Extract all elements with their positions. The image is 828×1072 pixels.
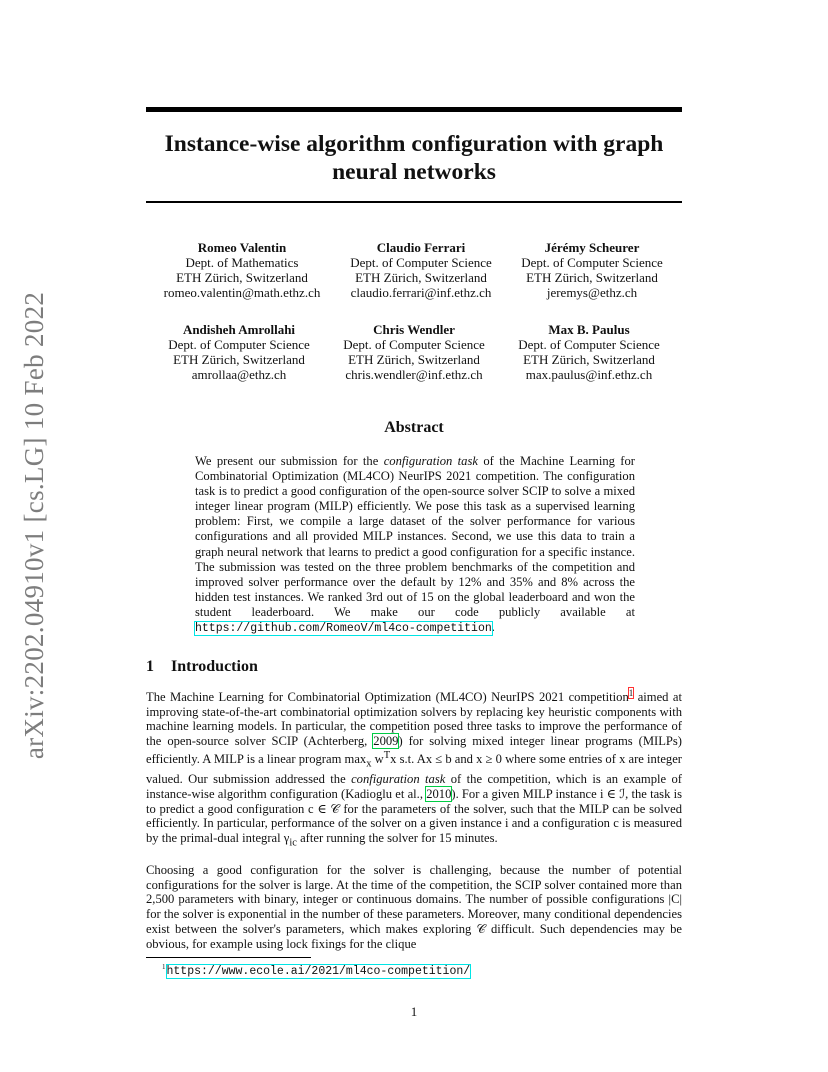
author-email[interactable]: chris.wendler@inf.ethz.ch: [345, 367, 483, 382]
author-email[interactable]: max.paulus@inf.ethz.ch: [525, 367, 653, 382]
author-affiliation: ETH Zürich, Switzerland: [526, 270, 658, 285]
author-affiliation: ETH Zürich, Switzerland: [173, 352, 305, 367]
title-bottom-rule: [146, 201, 682, 203]
intro-text: ). For a given MILP instance i ∈ ℐ, the task is to predict a good configuration c ∈ 𝒞 for the parameters of the solver, such that the MILP can be solved efficiently. In particular, performance of the solver on a given instance i and a configuration c is measured by the primal-dual integral γ: [146, 786, 682, 846]
author-block: [314, 322, 514, 382]
footnote-number: 1: [162, 963, 166, 971]
footnote-marker[interactable]: 1: [628, 687, 634, 698]
abstract-end: .: [491, 620, 495, 635]
intro-text: aimed at improving state-of-the-art combinatorial optimization solvers by replacing key heuristic components with machine learning models. In particular, the competition posed three tasks to improve the performance of the open-source solver SCIP (Achterberg,: [146, 690, 682, 749]
abstract-text-part: We present our submission for the: [195, 454, 384, 468]
arxiv-side-stamp: [18, 290, 52, 760]
abstract-heading: Abstract: [384, 419, 444, 436]
author-name: Romeo Valentin: [197, 240, 287, 255]
author-name: Jérémy Scheurer: [544, 240, 640, 255]
author-dept: Dept. of Computer Science: [350, 255, 492, 270]
math-subscript: ic: [289, 837, 297, 849]
author-email[interactable]: romeo.valentin@math.ethz.ch: [163, 285, 321, 300]
footnote-link[interactable]: https://www.ecole.ai/2021/ml4co-competition/: [166, 964, 471, 978]
abstract-text: [195, 454, 635, 636]
author-dept: Dept. of Computer Science: [518, 337, 660, 352]
author-block: [142, 240, 342, 300]
author-block: [489, 322, 689, 382]
author-name: Chris Wendler: [373, 322, 455, 337]
author-dept: Dept. of Computer Science: [521, 255, 663, 270]
intro-text: x s.t. Ax ≤ b and x ≥ 0 where some entries of x are integer valued. Our submission addressed the: [146, 752, 682, 787]
author-affiliation: ETH Zürich, Switzerland: [355, 270, 487, 285]
math-superscript: T: [383, 749, 391, 761]
intro-text: after running the solver for 15 minutes.: [296, 831, 498, 846]
abstract-text-part: of the Machine Learning for Combinatorial Optimization (ML4CO) NeurIPS 2021 competition. The configuration task is to predict a good configuration of the open-source solver SCIP to solve a mixed integer linear program (MILP) efficiently. We pose this task as a supervised learning problem: First, we compile a large dataset of the solver performance for various configurations and all provided MILP instances. Second, we use this data to train a graph neural network that learns to predict a good configuration for a specific instance. The submission was tested on the three problem benchmarks of the competition and improved solver performance over the default by 12% and 35% and 8% across the hidden test instances. We ranked 3rd out of 15 on the global leaderboard and won the student leaderboard. We make our code publicly available at: [195, 454, 635, 619]
author-email[interactable]: claudio.ferrari@inf.ethz.ch: [350, 285, 492, 300]
intro-text: ) for solving mixed integer linear programs (MILPs) efficiently. A MILP is a linear program max: [146, 734, 682, 766]
footnote: [162, 963, 470, 978]
author-affiliation: ETH Zürich, Switzerland: [523, 352, 655, 367]
math-subscript: x: [366, 758, 372, 770]
author-block: [139, 322, 339, 382]
author-block: [492, 240, 692, 300]
author-name: Andisheh Amrollahi: [182, 322, 296, 337]
intro-text: The Machine Learning for Combinatorial Optimization (ML4CO) NeurIPS 2021 competition: [146, 690, 629, 704]
abstract-emphasis: configuration task: [383, 454, 478, 468]
page-number: 1: [410, 1004, 418, 1019]
author-email[interactable]: amrollaa@ethz.ch: [191, 367, 287, 382]
intro-text: of the competition, which is an example of instance-wise algorithm configuration (Kadioglu et al.,: [146, 772, 682, 801]
author-name: Max B. Paulus: [548, 322, 630, 337]
author-affiliation: ETH Zürich, Switzerland: [176, 270, 308, 285]
author-dept: Dept. of Mathematics: [185, 255, 299, 270]
footnote-rule: [146, 957, 311, 958]
section-heading: [146, 658, 258, 676]
intro-emphasis: configuration task: [351, 772, 446, 787]
intro-paragraph-1: [146, 687, 682, 851]
arxiv-identifier: arXiv:2202.04910v1 [cs.LG] 10 Feb 2022: [19, 291, 50, 759]
section-title: Introduction: [171, 658, 258, 675]
section-number: 1: [146, 658, 154, 675]
code-repository-link[interactable]: https://github.com/RomeoV/ml4co-competition: [195, 622, 492, 636]
author-affiliation: ETH Zürich, Switzerland: [348, 352, 480, 367]
author-block: [321, 240, 521, 300]
citation-link[interactable]: 2010: [426, 786, 452, 801]
author-dept: Dept. of Computer Science: [168, 337, 310, 352]
author-name: Claudio Ferrari: [376, 240, 466, 255]
author-dept: Dept. of Computer Science: [343, 337, 485, 352]
author-email[interactable]: jeremys@ethz.ch: [546, 285, 638, 300]
title-top-rule: [146, 107, 682, 112]
citation-link[interactable]: 2009: [373, 734, 399, 749]
intro-paragraph-2: Choosing a good configuration for the solver is challenging, because the number of potential configurations for the solver is large. At the time of the competition, the SCIP solver contained more than 2,500 parameters with binary, integer or continuous domains. The number of possible configurations |C| for the solver is exponential in the number of these parameters. Moreover, many conditional dependencies exist between the solver's parameters, which makes exploring 𝒞 difficult. Such dependencies may be obvious, for example using lock fixings for the clique: [146, 863, 682, 951]
intro-text: w: [371, 752, 384, 766]
paper-title: Instance-wise algorithm configuration with graph neural networks: [164, 131, 664, 185]
